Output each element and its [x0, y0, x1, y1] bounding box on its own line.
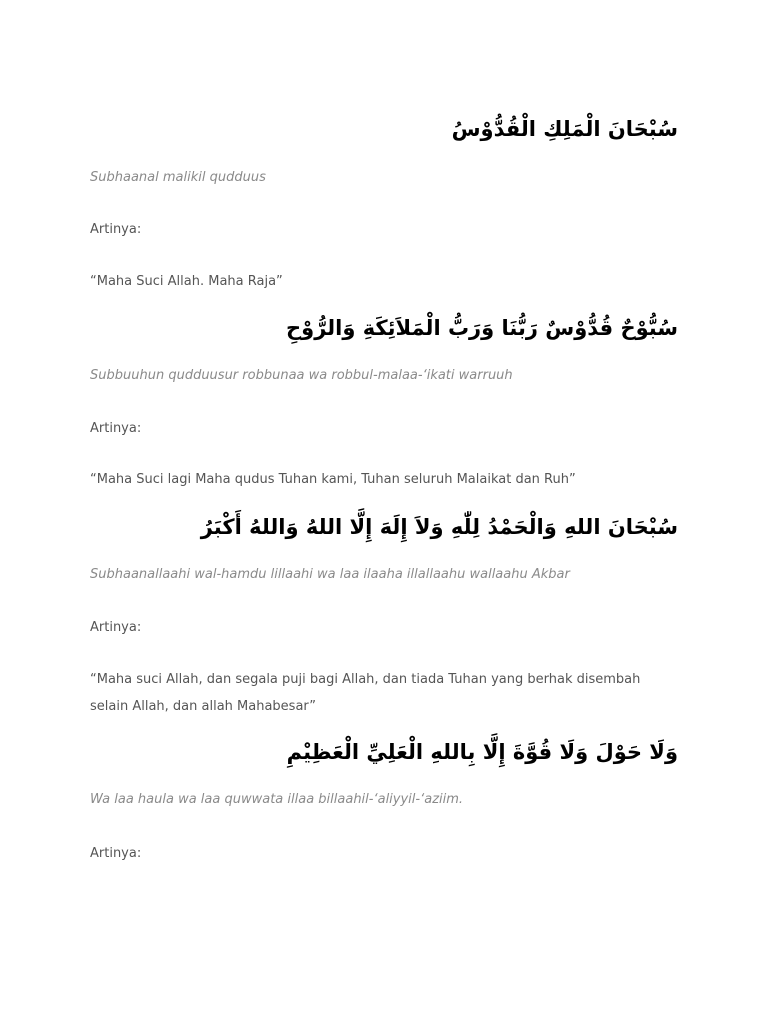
meaning-1: “Maha Suci Allah. Maha Raja” [90, 274, 283, 289]
meaning-2: “Maha Suci lagi Maha qudus Tuhan kami, Tuhan seluruh Malaikat dan Ruh” [90, 472, 576, 487]
transliteration-3: Subhaanallaahi wal-hamdu lillaahi wa laa ilaaha illallaahu wallaahu Akbar [90, 567, 570, 582]
arabic-text-4: وَلَا حَوْلَ وَلَا قُوَّةَ إِلَّا بِاللهِ الْعَلِيِّ الْعَظِيْمِ [286, 740, 678, 764]
arabic-text-3: سُبْحَانَ اللهِ وَالْحَمْدُ لِلّٰهِ وَلاَ إِلَهَ إِلَّا اللهُ وَاللهُ أَكْبَرُ [200, 515, 678, 539]
arabic-text-2: سُبُّوْحٌ قُدُّوْسٌ رَبُّنَا وَرَبُّ الْمَلاَئِكَةِ وَالرُّوْحِ [286, 316, 678, 340]
meaning-3: “Maha suci Allah, dan segala puji bagi Allah, dan tiada Tuhan yang berhak disembah selain Allah, dan allah Mahabesar” [90, 672, 641, 714]
transliteration-2: Subbuuhun qudduusur robbunaa wa robbul-malaa-‘ikati warruuh [90, 368, 513, 383]
transliteration-1: Subhaanal malikil qudduus [90, 170, 266, 185]
arabic-text-1: سُبْحَانَ الْمَلِكِ الْقُدُّوْسُ [451, 117, 678, 141]
artinya-label-2: Artinya: [90, 421, 142, 436]
artinya-label-3: Artinya: [90, 620, 142, 635]
artinya-label-4: Artinya: [90, 846, 142, 861]
transliteration-4: Wa laa haula wa laa quwwata illaa billaahil-‘aliyyil-‘aziim. [90, 792, 464, 807]
artinya-label-1: Artinya: [90, 222, 142, 237]
